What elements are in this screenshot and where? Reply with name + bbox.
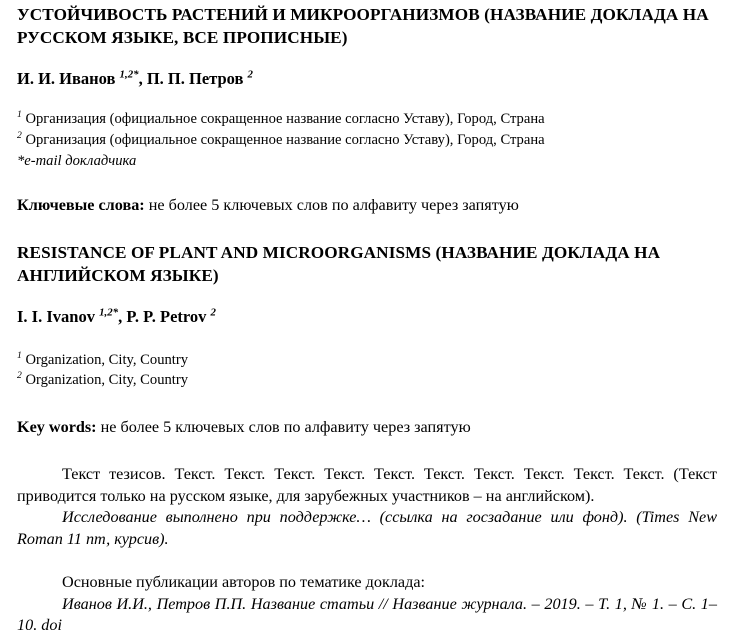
publication-reference: Иванов И.И., Петров П.П. Название статьи // Название журнала. – 2019. – Т. 1, № 1. – С. 1–10. doi (17, 594, 717, 635)
affiliation-text-2-ru: Организация (официальное сокращенное название согласно Уставу), Город, Страна (25, 131, 545, 148)
author-2-affiliation-marker-ru: 2 (247, 68, 253, 81)
spacer (17, 328, 717, 350)
affiliation-marker-1-ru: 1 (17, 109, 22, 121)
affiliation-marker-2-en: 2 (17, 370, 22, 382)
affiliation-line-2-en (17, 370, 717, 391)
author-2-affiliation-marker-en: 2 (210, 306, 216, 319)
author-1-affiliation-marker-en: 1,2* (99, 306, 119, 319)
spacer (17, 391, 717, 417)
keywords-label-en: Key words: (17, 418, 97, 437)
affiliation-marker-2-ru: 2 (17, 130, 22, 142)
corresponding-author-email: *e-mail докладчика (17, 152, 137, 169)
spacer (17, 550, 717, 572)
spacer (17, 50, 717, 68)
author-1-affiliation-marker-ru: 1,2* (119, 68, 139, 81)
keywords-russian (17, 195, 717, 216)
affiliation-line-1-ru (17, 109, 717, 130)
spacer (17, 438, 717, 464)
publications-heading: Основные публикации авторов по тематике доклада: (62, 573, 426, 592)
affiliation-line-2-ru (17, 130, 717, 151)
title-english: RESISTANCE OF PLANT AND MICROORGANISMS (НАЗВАНИЕ ДОКЛАДА НА АНГЛИЙСКОМ ЯЗЫКЕ) (17, 243, 661, 286)
authors-russian (17, 68, 717, 89)
affiliation-text-1-en: Organization, City, Country (25, 351, 189, 368)
document-content (17, 4, 717, 637)
spacer (17, 288, 717, 306)
abstract-paragraph: Текст тезисов. Текст. Текст. Текст. Текст. Текст. Текст. Текст. Текст. Текст. Текст. (Текст приводится только на русском языке, для зарубежных участников – на английском). (17, 465, 717, 505)
affiliations-english (17, 350, 717, 391)
keywords-value-ru: не более 5 ключевых слов по алфавиту через запятую (144, 196, 519, 215)
author-2-name-en: P. P. Petrov (126, 307, 207, 327)
keywords-english (17, 417, 717, 438)
authors-separator-en: , (118, 307, 127, 327)
author-1-name-en: I. I. Ivanov (17, 307, 95, 327)
affiliation-text-2-en: Organization, City, Country (25, 372, 189, 389)
affiliation-text-1-ru: Организация (официальное сокращенное название согласно Уставу), Город, Страна (25, 111, 545, 128)
affiliation-line-1-en (17, 350, 717, 371)
authors-english (17, 306, 717, 327)
title-russian: УСТОЙЧИВОСТЬ РАСТЕНИЙ И МИКРООРГАНИЗМОВ (НАЗВАНИЕ ДОКЛАДА НА РУССКОМ ЯЗЫКЕ, ВСЕ ПРОПИСНЫЕ) (17, 5, 709, 47)
keywords-label-ru: Ключевые слова: (17, 196, 145, 215)
funding-note: Исследование выполнено при поддержке… (ссылка на госзадание или фонд). (Times New Roman 11 пт, курсив). (17, 508, 717, 548)
author-1-name-ru: И. И. Иванов (17, 68, 116, 88)
affiliations-russian (17, 109, 717, 171)
affiliation-marker-1-en: 1 (17, 349, 22, 361)
spacer (17, 171, 717, 195)
spacer (17, 216, 717, 242)
authors-separator-ru: , (138, 68, 147, 88)
author-2-name-ru: П. П. Петров (146, 68, 244, 88)
spacer (17, 89, 717, 109)
keywords-value-en: не более 5 ключевых слов по алфавиту через запятую (96, 418, 471, 437)
